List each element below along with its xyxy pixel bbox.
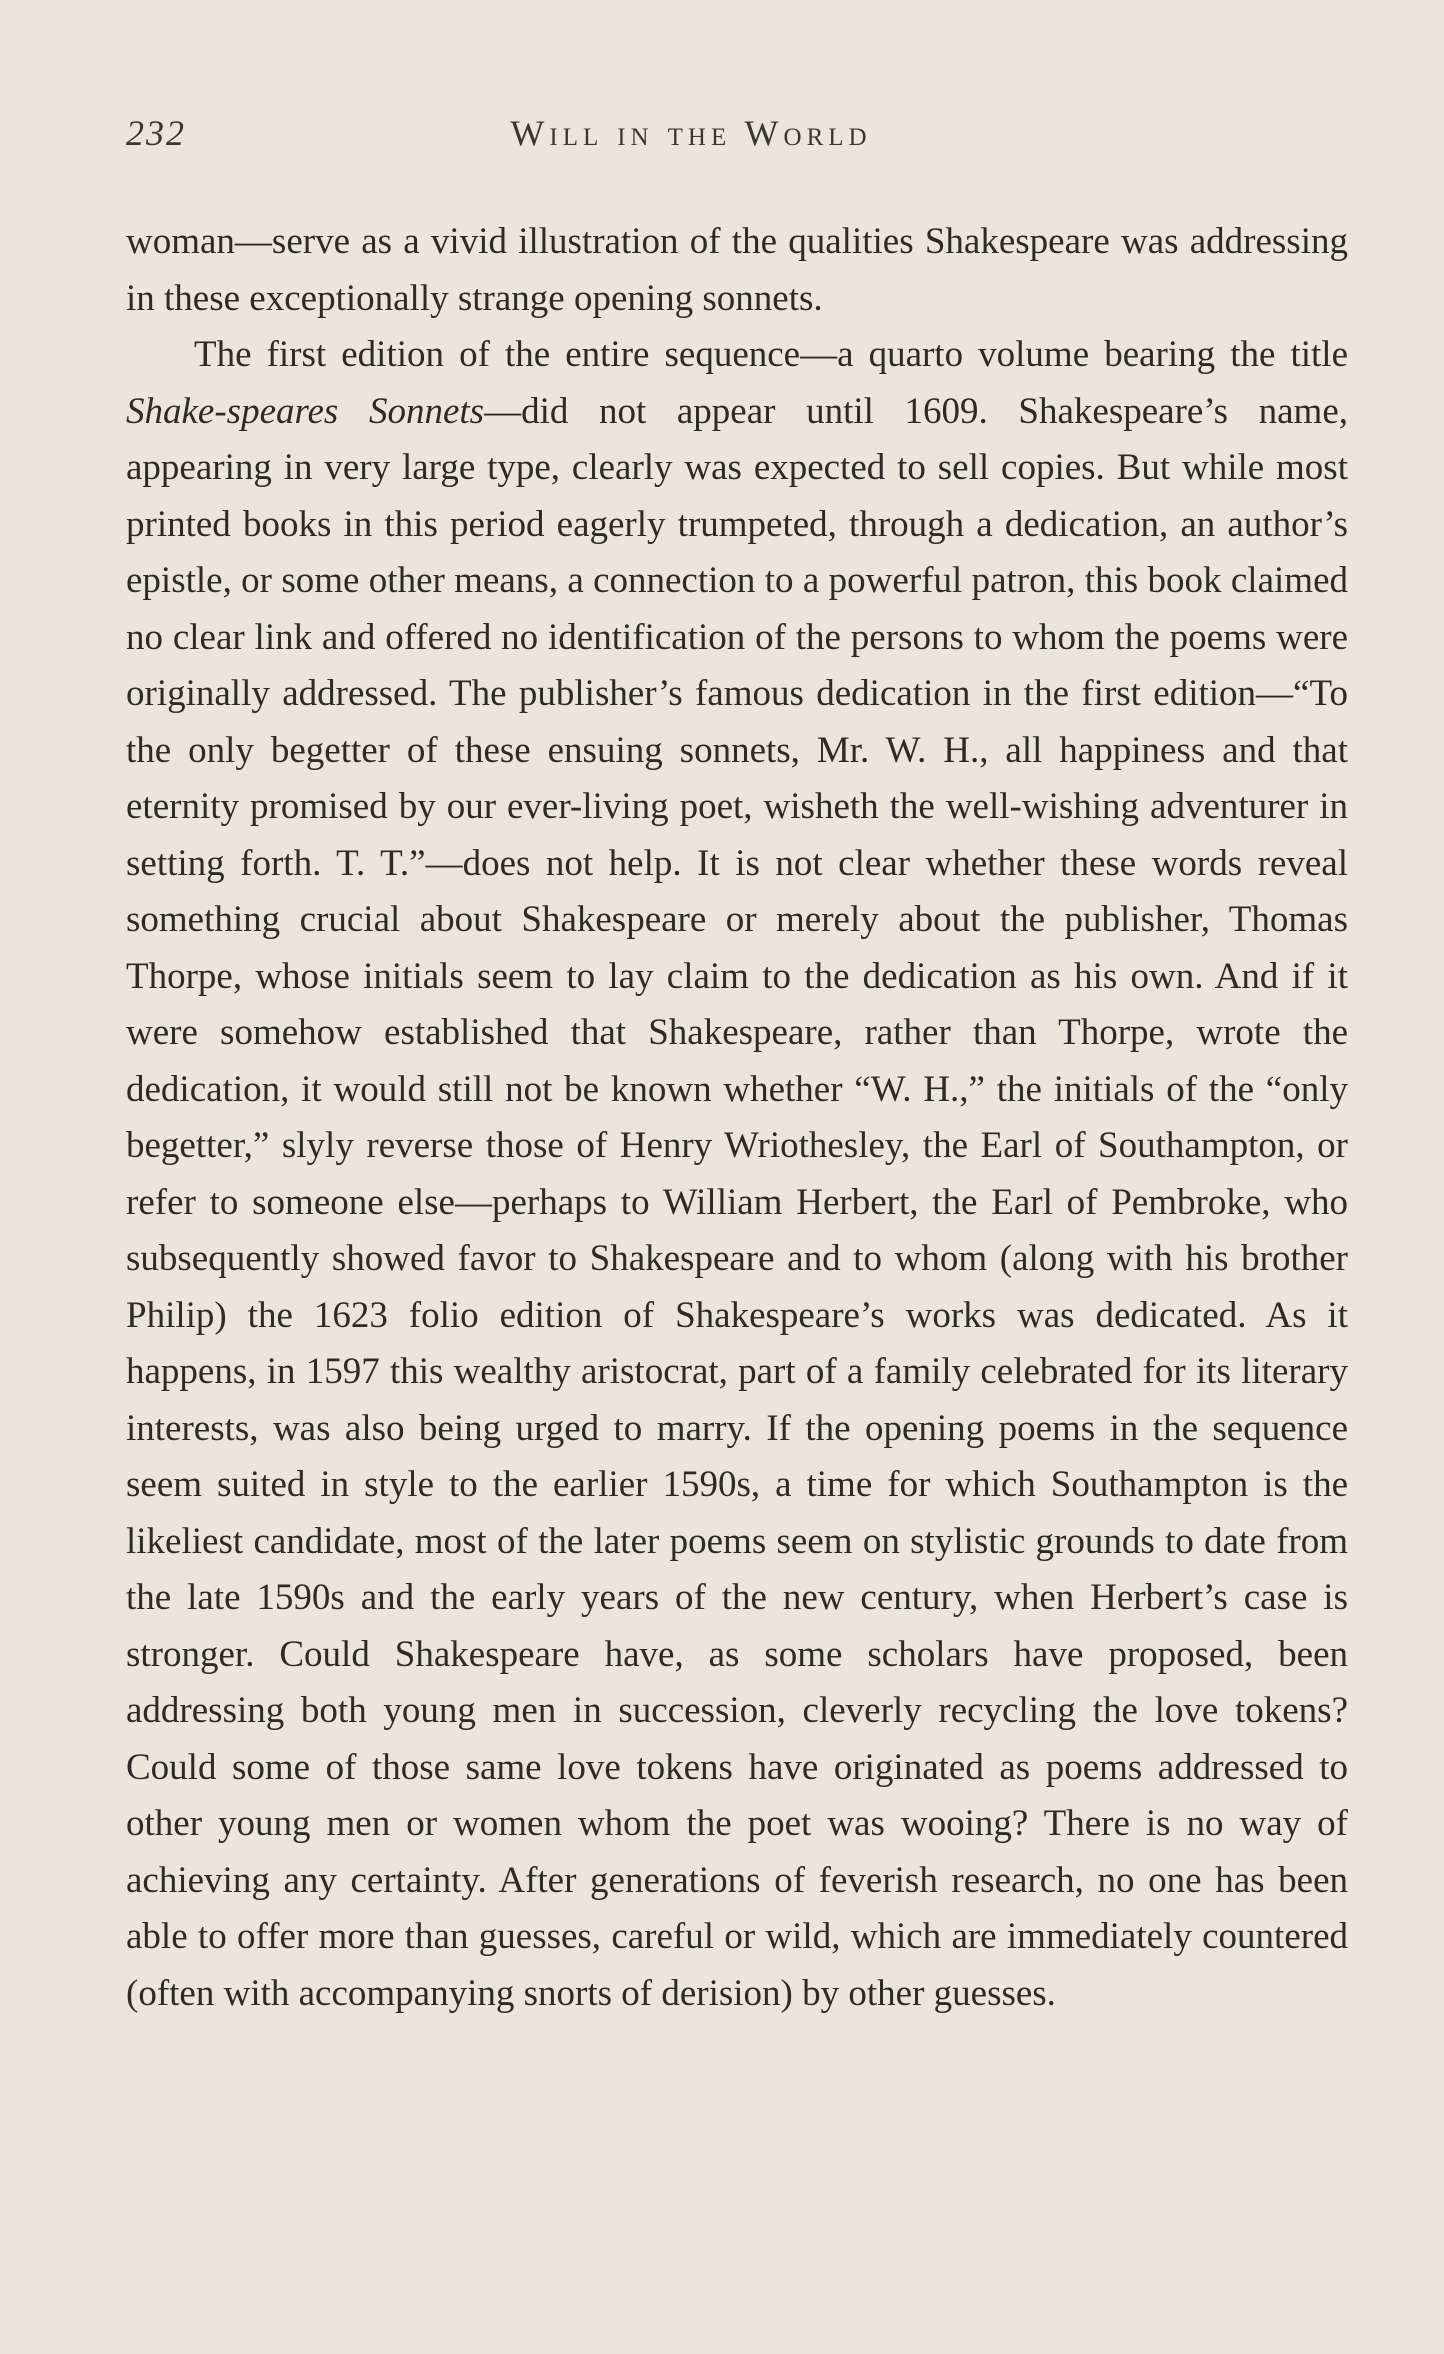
running-title: Will in the World (510, 113, 872, 153)
page-header (126, 108, 1346, 158)
page-number: 232 (126, 113, 186, 153)
paragraph-sonnets-edition (126, 327, 1348, 2022)
paragraph-text-part-2: —did not appear until 1609. Shakespeare’s name, appearing in very large type, clearly was expected to sell copies. But while most printed books in this period eagerly trumpeted, through a dedication, an author’s epistle, or some other means, a connection to a powerful patron, this book claimed no clear link and offered no identification of the persons to whom the poems were originally addressed. The publisher’s famous dedication in the first edition—“To the only begetter of these ensuing sonnets, Mr. W. H., all happiness and that eternity promised by our ever-living poet, wisheth the well-wishing adventurer in setting forth. T. T.”—does not help. It is not clear whether these words reveal something crucial about Shakespeare or merely about the publisher, Thomas Thorpe, whose initials seem to lay claim to the dedication as his own. And if it were somehow established that Shakespeare, rather than Thorpe, wrote the dedication, it would still not be known whether “W. H.,” the initials of the “only begetter,” slyly reverse those of Henry Wriothesley, the Earl of Southampton, or refer to someone else—perhaps to William Herbert, the Earl of Pembroke, who subsequently showed favor to Shakespeare and to whom (along with his brother Philip) the 1623 folio edition of Shakespeare’s works was dedicated. As it happens, in 1597 this wealthy aristocrat, part of a family celebrated for its literary interests, was also being urged to marry. If the opening poems in the sequence seem suited in style to the earlier 1590s, a time for which Southampton is the likeliest candidate, most of the later poems seem on stylistic grounds to date from the late 1590s and the early years of the new century, when Herbert’s case is stronger. Could Shakespeare have, as some scholars have proposed, been addressing both young men in succession, cleverly recycling the love tokens? Could some of those same love tokens have originated as poems addressed to other young men or women whom the poet was wooing? There is no way of achieving any certainty. After generations of feverish research, no one has been able to offer more than guesses, careful or wild, which are immediately countered (often with accompanying snorts of derision) by other guesses. (126, 390, 1348, 2014)
paragraph-text-part-1: The first edition of the entire sequence—a quarto volume bearing the title (194, 334, 1348, 375)
continuation-paragraph: woman—serve as a vivid illustration of the qualities Shakespeare was addressing in these exceptionally strange opening sonnets. (126, 221, 1348, 319)
body-text (126, 214, 1348, 2022)
book-title-italic: Shake-speares Sonnets (126, 390, 485, 432)
